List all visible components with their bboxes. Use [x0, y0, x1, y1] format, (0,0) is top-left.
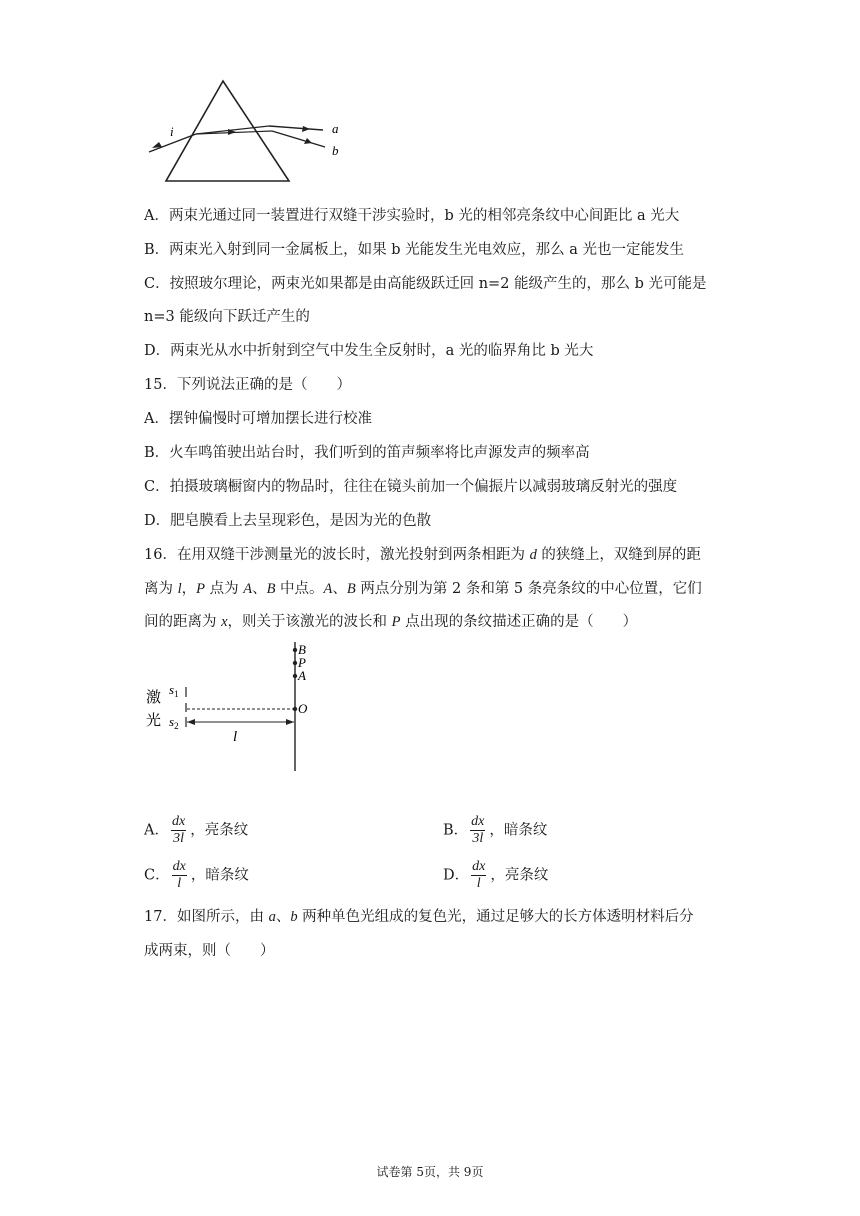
- q16-option-a: A． $\frac{dx}{3l}$ ，亮条纹: [144, 814, 249, 846]
- laser-label-2: 光: [146, 713, 162, 729]
- q16-option-b: B． $\frac{dx}{3l}$ ，暗条纹: [443, 814, 548, 846]
- ray-b-line: [272, 131, 325, 147]
- point-b-dot: [293, 648, 297, 652]
- page-footer: 试卷第 5页，共 9页: [376, 1165, 484, 1179]
- point-o-label: O: [298, 701, 308, 716]
- point-b-label: B: [298, 642, 306, 657]
- distance-label: l: [233, 729, 238, 745]
- prism-figure: [140, 74, 360, 190]
- incident-arrow: [152, 142, 162, 148]
- q14-option-d: D．两束光从水中折射到空气中发生全反射时，a 光的临界角比 b 光大: [144, 343, 594, 359]
- point-o-dot: [293, 707, 297, 711]
- s1-label: $s_1$: [169, 682, 179, 699]
- q15-option-d: D．肥皂膜看上去呈现彩色，是因为光的色散: [144, 513, 432, 529]
- q14-option-b: B．两束光入射到同一金属板上，如果 b 光能发生光电效应，那么 a 光也一定能发生: [144, 242, 685, 258]
- q16-stem-line-1: 16．在用双缝干涉测量光的波长时，激光投射到两条相距为 d 的狭缝上，双缝到屏的距: [144, 547, 701, 563]
- q14-option-c: C．按照玻尔理论，两束光如果都是由高能级跃迁回 n=2 能级产生的，那么 b 光可能是: [144, 276, 707, 292]
- q16-stem-line-2: 离为 l，P 点为 A、B 中点。A、B 两点分别为第 2 条和第 5 条亮条纹的中心位置，它们: [144, 581, 702, 597]
- q14-option-a: A．两束光通过同一装置进行双缝干涉实验时，b 光的相邻亮条纹中心间距比 a 光大: [144, 208, 680, 224]
- point-a-dot: [293, 674, 297, 678]
- q17-stem-line-1: 17．如图所示，由 a、b 两种单色光组成的复色光，通过足够大的长方体透明材料后分: [144, 909, 694, 925]
- double-slit-figure: [140, 640, 340, 775]
- s2-label: $s_2$: [169, 714, 179, 731]
- distance-arrow-left: [187, 719, 195, 725]
- ray-a-arrow: [302, 126, 310, 132]
- point-p-label: P: [298, 655, 306, 670]
- q15-option-a: A．摆钟偏慢时可增加摆长进行校准: [144, 411, 372, 427]
- q16-option-d: D． $\frac{dx}{l}$ ，亮条纹: [443, 859, 549, 891]
- q16-option-c: C． $\frac{dx}{l}$ ，暗条纹: [144, 859, 249, 891]
- q17-stem-line-2: 成两束，则（ ）: [144, 943, 275, 959]
- ray-b-label: b: [332, 143, 339, 158]
- q16-stem-line-3: 间的距离为 x，则关于该激光的波长和 P 点出现的条纹描述正确的是（ ）: [144, 614, 638, 630]
- q15-option-b: B．火车鸣笛驶出站台时，我们听到的笛声频率将比声源发声的频率高: [144, 445, 590, 461]
- q14-option-c-cont: n=3 能级向下跃迁产生的: [144, 309, 310, 325]
- q15-option-c: C．拍摄玻璃橱窗内的物品时，往往在镜头前加一个偏振片以减弱玻璃反射光的强度: [144, 479, 678, 495]
- ray-a-line: [269, 126, 323, 130]
- laser-label-1: 激: [146, 690, 162, 706]
- distance-arrow-right: [286, 719, 294, 725]
- point-a-label: A: [298, 668, 306, 683]
- q15-stem: 15．下列说法正确的是（ ）: [144, 377, 351, 393]
- ray-a-label: a: [332, 121, 339, 136]
- ray-in-label: i: [170, 124, 174, 139]
- point-p-dot: [293, 661, 297, 665]
